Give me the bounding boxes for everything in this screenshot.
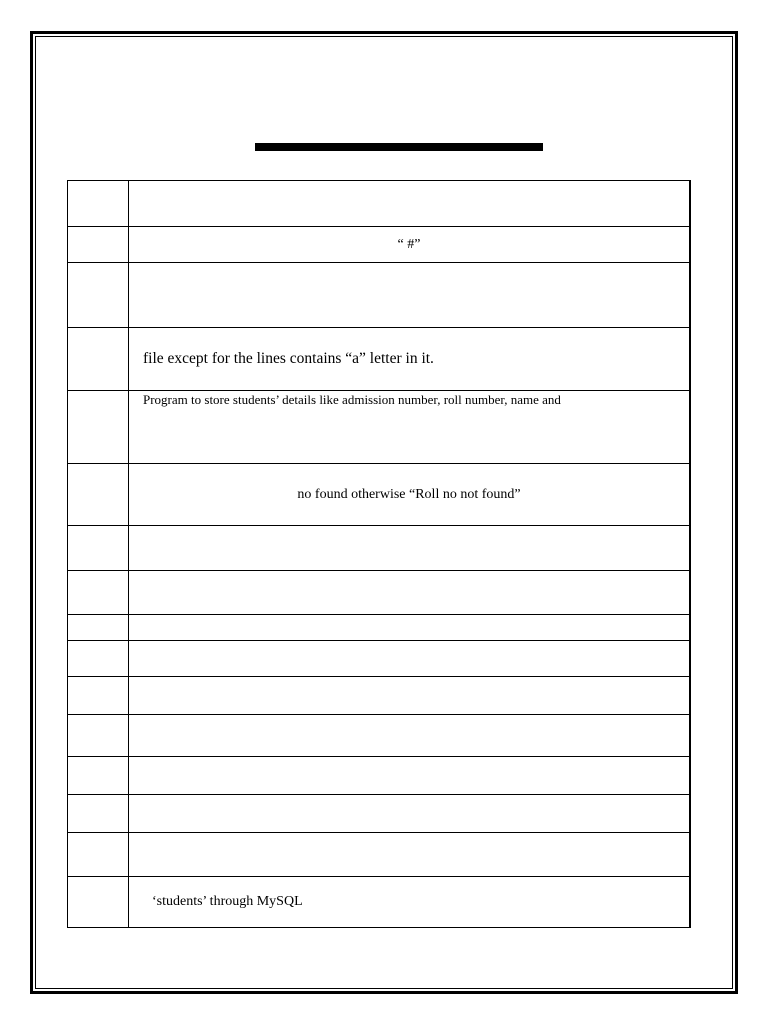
table-row: [68, 263, 691, 328]
row-number-cell: [68, 263, 129, 328]
row-description-cell: [129, 328, 691, 391]
row-number-cell: [68, 615, 129, 641]
row-description-cell: [129, 795, 691, 833]
table-row: [68, 641, 691, 677]
table-row: [68, 571, 691, 615]
row-number-cell: [68, 795, 129, 833]
row-number-cell: [68, 877, 129, 928]
table-row: [68, 391, 691, 464]
table-row: [68, 181, 691, 227]
row-number-cell: [68, 833, 129, 877]
row-description-cell: [129, 571, 691, 615]
row-description: “ #”: [397, 236, 421, 252]
row-description-cell: [129, 227, 691, 263]
row-number-cell: [68, 181, 129, 227]
row-description: file except for the lines contains “a” letter in it.: [143, 350, 434, 367]
table-row: [68, 877, 691, 928]
table-row: [68, 464, 691, 526]
row-description-cell: [129, 615, 691, 641]
table-row: [68, 227, 691, 263]
row-number-cell: [68, 641, 129, 677]
row-number-cell: [68, 328, 129, 391]
row-description-cell: [129, 715, 691, 757]
table-row: [68, 715, 691, 757]
table-row: [68, 615, 691, 641]
row-number-cell: [68, 757, 129, 795]
row-description-cell: [129, 877, 691, 928]
row-description-cell: [129, 464, 691, 526]
table-row: [68, 795, 691, 833]
table-row: [68, 328, 691, 391]
row-description-cell: [129, 181, 691, 227]
table-row: [68, 526, 691, 571]
row-description-cell: [129, 526, 691, 571]
row-number-cell: [68, 227, 129, 263]
table-row: [68, 757, 691, 795]
row-description-cell: [129, 641, 691, 677]
row-number-cell: [68, 391, 129, 464]
index-table: [67, 180, 691, 928]
table-row: [68, 677, 691, 715]
row-number-cell: [68, 526, 129, 571]
title-underline-bar: [255, 143, 543, 151]
row-number-cell: [68, 571, 129, 615]
row-description: ‘students’ through MySQL: [152, 894, 303, 909]
row-description-cell: [129, 263, 691, 328]
row-description-cell: [129, 391, 691, 464]
row-description-cell: [129, 757, 691, 795]
table-row: [68, 833, 691, 877]
row-description: no found otherwise “Roll no not found”: [297, 486, 521, 502]
row-description-cell: [129, 833, 691, 877]
row-description-cell: [129, 677, 691, 715]
row-number-cell: [68, 464, 129, 526]
row-number-cell: [68, 715, 129, 757]
row-description: Program to store students’ details like admission number, roll number, name and: [143, 392, 561, 407]
row-number-cell: [68, 677, 129, 715]
